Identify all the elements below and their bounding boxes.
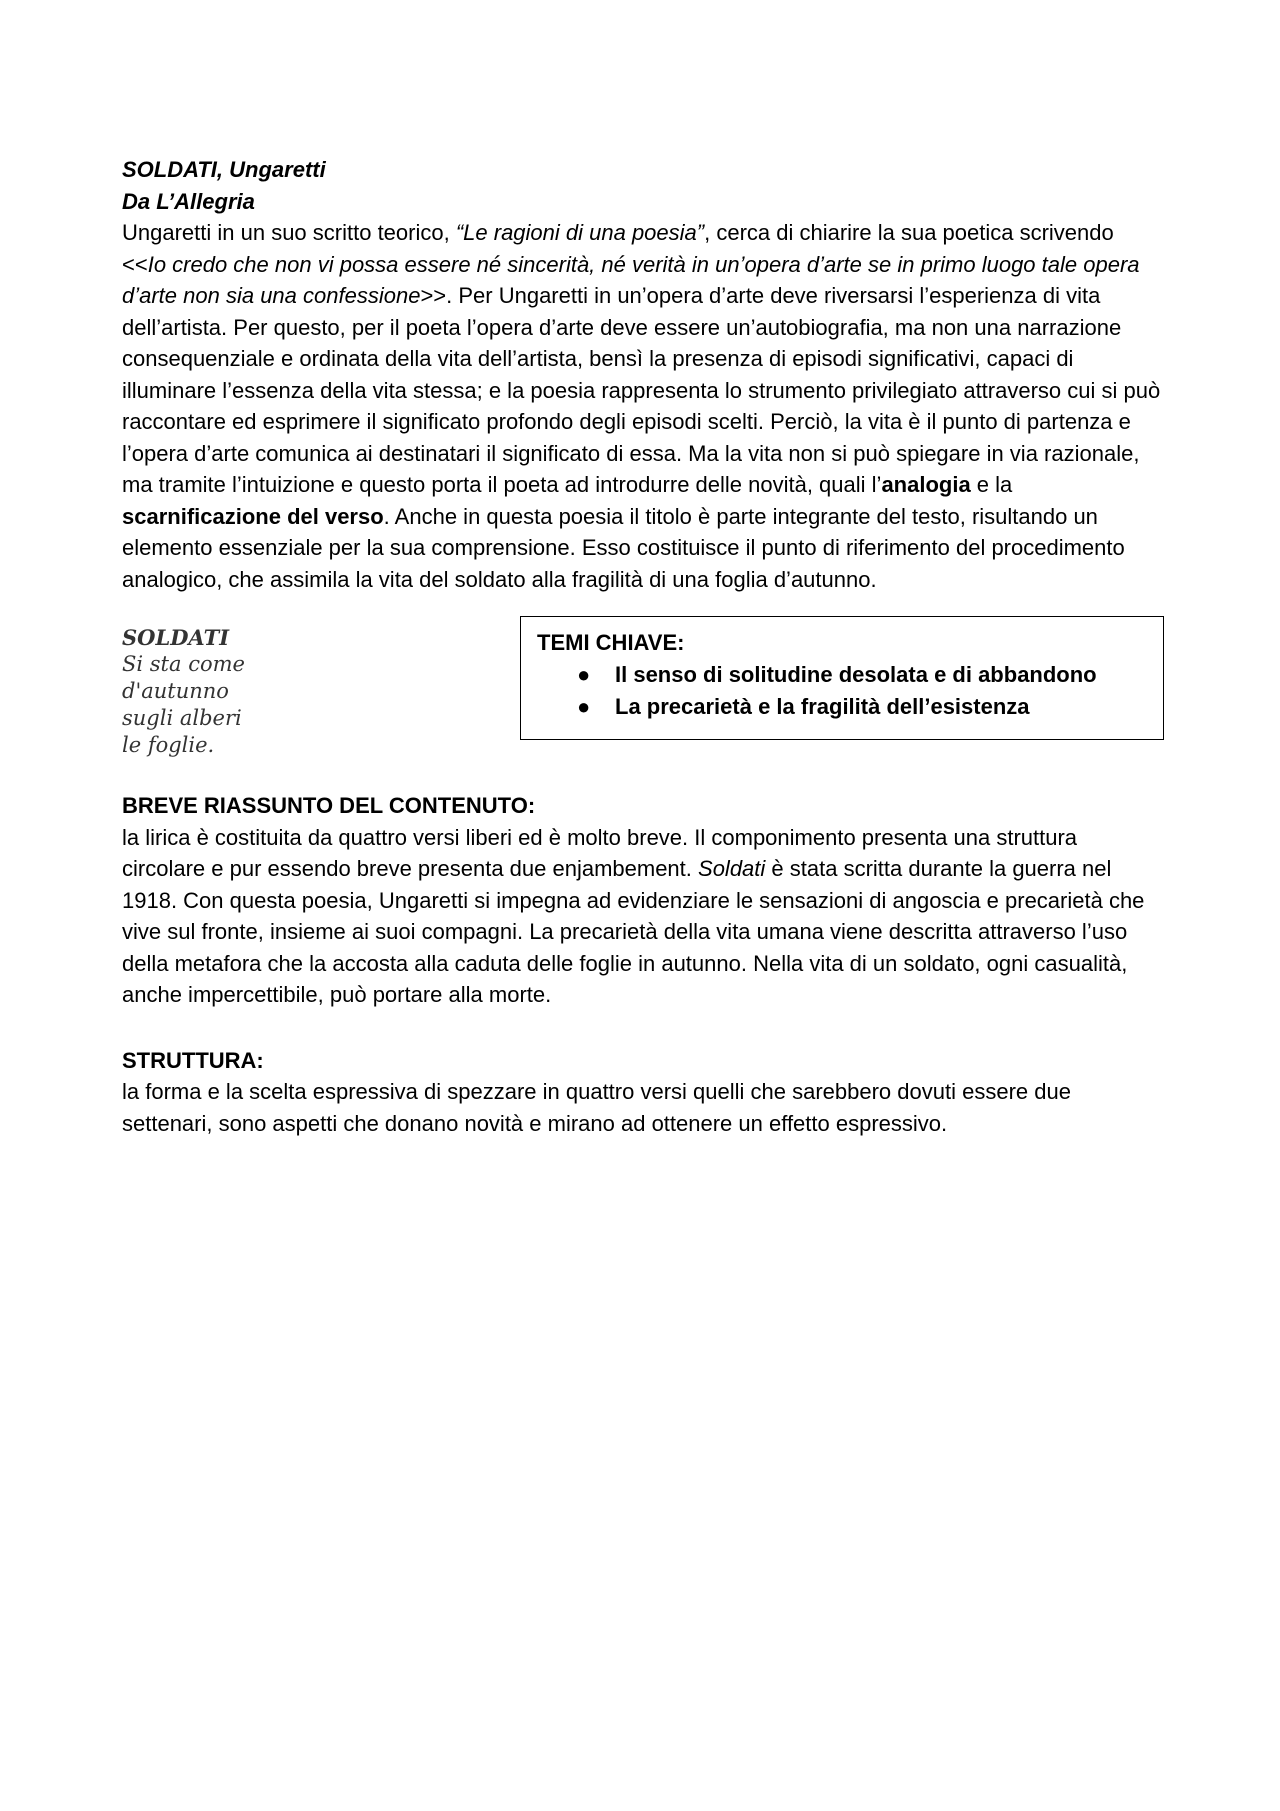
- summary-title: BREVE RIASSUNTO DEL CONTENUTO:: [122, 793, 536, 818]
- structure-section: [122, 1045, 1162, 1140]
- structure-title: STRUTTURA:: [122, 1047, 264, 1073]
- key-theme-text: La precarietà e la fragilità dell’esistenza: [615, 694, 1030, 719]
- poem-line: le foglie.: [122, 733, 215, 757]
- document-page: [122, 154, 1162, 1139]
- intro-bold-analogia: analogia: [881, 472, 971, 497]
- summary-italic-title: Soldati: [698, 856, 766, 881]
- key-themes-box: [520, 616, 1164, 740]
- intro-text-4: e la: [970, 472, 1013, 497]
- intro-text-3: >>. Per Ungaretti in un’opera d’arte deve riversarsi l’esperienza di vita dell’artista. Per questo, per il poeta l’opera d’arte deve essere un’autobiografia, ma non una narrazione consequenziale e ordinata della vita dell’artista, bensì la presenza di episodi significativi, capaci di illuminare l’essenza della vita stessa; e la poesia rappresenta lo strumento privilegiato attraverso cui si può raccontare ed esprimere il significato profondo degli episodi scelti. Perciò, la vita è il punto di partenza e l’opera d’arte comunica ai destinatari il significato di essa. Ma la vita non si può spiegare in via razionale, ma tramite l’intuizione e questo porta il poeta ad introdurre delle novità, quali l’: [122, 283, 1161, 497]
- intro-quoted-title: “Le ragioni di una poesia”: [455, 220, 705, 245]
- intro-paragraph: [122, 217, 1162, 595]
- intro-text-1: Ungaretti in un suo scritto teorico,: [122, 220, 456, 245]
- summary-paragraph: [122, 822, 1162, 1011]
- list-item: [577, 691, 1147, 723]
- poem-row: [122, 624, 1162, 756]
- poem-line: sugli alberi: [122, 706, 242, 730]
- key-theme-text: Il senso di solitudine desolata e di abbandono: [615, 662, 1097, 687]
- summary-section: [122, 790, 1162, 1011]
- summary-text-2: è stata scritta durante la guerra nel 1918. Con questa poesia, Ungaretti si impegna ad evidenziare le sensazioni di angoscia e precarietà che vive sul fronte, insieme ai suoi compagni. La precarietà della vita umana viene descritta attraverso l’uso della metafora che la accosta alla caduta delle foglie in autunno. Nella vita di un soldato, ogni casualità, anche impercettibile, può portare alla morte.: [122, 856, 1145, 1007]
- list-item: [577, 659, 1147, 691]
- intro-text-2: , cerca di chiarire la sua poetica scrivendo <<: [122, 220, 1114, 277]
- bullet-icon: ●: [577, 694, 591, 719]
- intro-text-5: . Anche in questa poesia il titolo è parte integrante del testo, risultando un elemento essenziale per la sua comprensione. Esso costituisce il punto di riferimento del procedimento analogico, che assimila la vita del soldato alla fragilità di una foglia d’autunno.: [122, 503, 1125, 592]
- intro-bold-scarnificazione: scarnificazione del verso: [122, 503, 384, 529]
- structure-paragraph: la forma e la scelta espressiva di spezzare in quattro versi quelli che sarebbero dovuti essere due settenari, sono aspetti che donano novità e mirano ad ottenere un effetto espressivo.: [122, 1079, 1071, 1136]
- summary-text-1: la lirica è costituita da quattro versi liberi ed è molto breve. Il componimento presenta una struttura circolare e pur essendo breve presenta due enjambement.: [122, 824, 1078, 881]
- document-title: SOLDATI, Ungaretti: [122, 157, 326, 182]
- poem: [122, 624, 245, 759]
- poem-title: SOLDATI: [122, 625, 230, 650]
- key-themes-list: [537, 659, 1147, 723]
- poem-line: Si sta come: [122, 652, 245, 676]
- intro-quote: Io credo che non vi possa essere né sincerità, né verità in un’opera d’arte se in primo luogo tale opera d’arte non sia una confessione: [122, 251, 1140, 308]
- key-themes-title: TEMI CHIAVE:: [537, 630, 685, 655]
- document-subtitle: Da L’Allegria: [122, 188, 255, 214]
- poem-line: d'autunno: [122, 679, 229, 703]
- bullet-icon: ●: [577, 662, 591, 687]
